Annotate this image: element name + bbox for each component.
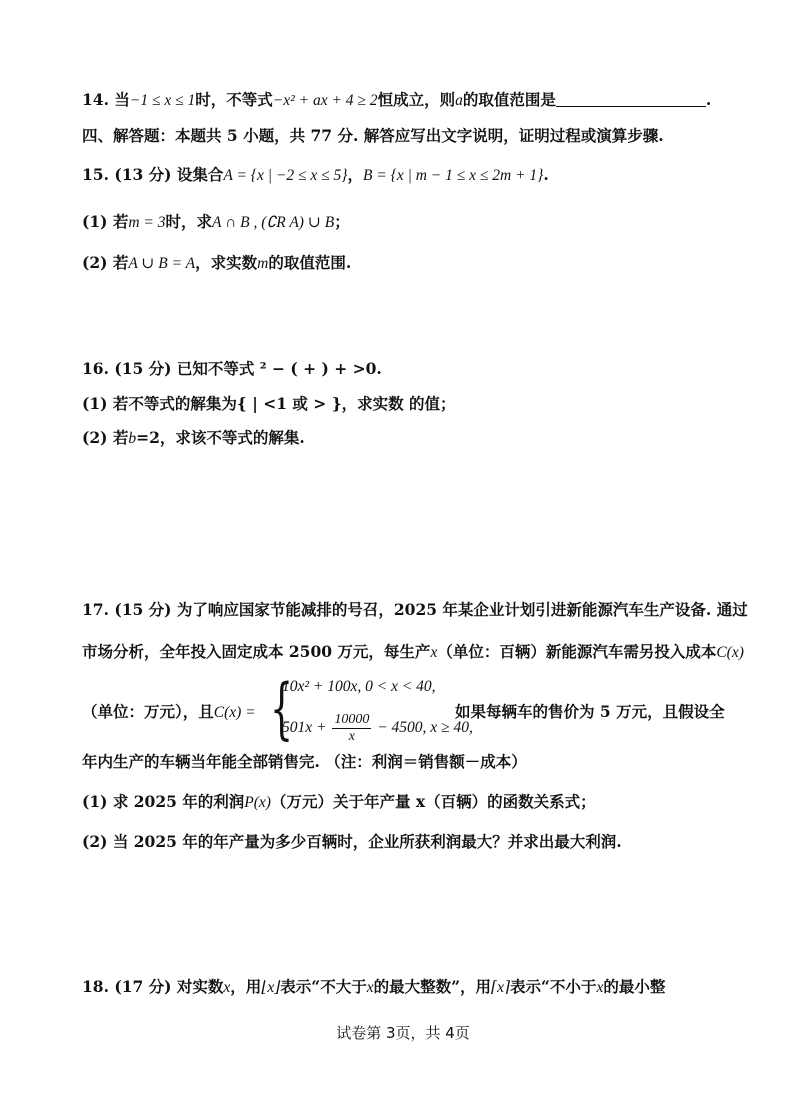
q17-l2-text-a: 市场分析，全年投入固定成本 2500 万元，每生产: [82, 642, 431, 661]
q18-x1: x: [223, 979, 231, 996]
q17-part1: [82, 791, 776, 814]
q14-mid: 时，不等式: [195, 90, 273, 109]
q16-p2-text-a: (2) 若: [82, 428, 129, 447]
q14-prefix: 当: [114, 90, 130, 109]
q15-p2-text-c: 的取值范围.: [268, 253, 352, 272]
q18-floor: ⌊x⌋: [261, 979, 281, 996]
q16-p2-var: b: [128, 430, 137, 447]
q15-end: .: [543, 165, 549, 184]
question-17: 17. (15 分) 为了响应国家节能减排的号召，2025 年某企业计划引进新能源汽车生产设备. 通过: [82, 600, 748, 619]
question-14: [82, 89, 776, 112]
case-2: [282, 712, 473, 745]
q15-sep: ，: [347, 165, 363, 184]
case2-text-b: − 4500, x ≥ 40,: [377, 719, 473, 737]
q15-p1-m: m = 3: [128, 214, 166, 231]
q14-var: a: [455, 92, 463, 109]
q15-set-b: B = {x | m − 1 ≤ x ≤ 2m + 1}: [362, 167, 544, 184]
case2-text-a: 501x +: [282, 719, 327, 737]
fraction-denominator: x: [348, 729, 355, 744]
q17-p1-text-a: (1) 求 2025 年的利润: [82, 792, 245, 811]
q18-text-e: 表示“不小于: [510, 977, 597, 996]
left-brace: {: [270, 670, 294, 747]
page-footer: 试卷第 3页，共 4页: [336, 1024, 470, 1042]
q17-p1-text-b: （万元）关于年产量 x（百辆）的函数关系式；: [270, 792, 596, 811]
q17-p1-px: P(x): [244, 794, 271, 811]
q14-end: .: [705, 90, 712, 109]
q14-inequality: −x² + ax + 4 ≥ 2: [272, 92, 378, 109]
q15-p1-text-a: (1) 若: [82, 212, 129, 231]
q15-p2-text-a: (2) 若: [82, 253, 129, 272]
q17-line2: [82, 641, 776, 664]
q16-p2-text-b: =2，求该不等式的解集.: [136, 428, 305, 447]
question-16: 16. (15 分) 已知不等式 ² − ( + ) + >0.: [82, 359, 382, 378]
q18-x3: x: [596, 979, 604, 996]
q17-l3-text-a: （单位：万元），且: [82, 702, 214, 721]
q18-text-f: 的最小整: [603, 977, 666, 996]
case-1: 10x² + 100x, 0 < x < 40,: [282, 678, 436, 695]
q14-tail2: 的取值范围是: [462, 90, 556, 109]
fraction: [332, 712, 371, 745]
q15-p1-end: ；: [334, 212, 350, 231]
q18-text-c: 表示“不大于: [280, 977, 367, 996]
q18-text-a: 18. (17 分) 对实数: [82, 977, 224, 996]
q18-text-d: 的最大整数”，用: [373, 977, 492, 996]
section-heading: 四、解答题：本题共 5 小题，共 77 分. 解答应写出文字说明，证明过程或演算步骤.: [82, 126, 664, 145]
q18-text-b: ，用: [230, 977, 262, 996]
q17-l3-cx: C(x) =: [213, 704, 256, 721]
q17-l2-cx: C(x): [716, 644, 744, 661]
answer-blank: [556, 90, 706, 107]
q17-l2-x: x: [430, 644, 438, 661]
q15-p1-expr: A ∩ B , (∁R A) ∪ B: [212, 214, 335, 231]
piecewise-function: [82, 670, 782, 747]
q15-p2-m: m: [257, 255, 269, 272]
q15-p2-text-b: ，求实数: [195, 253, 258, 272]
q15-set-a: A = {x | −2 ≤ x ≤ 5}: [223, 167, 348, 184]
q15-part1: [82, 211, 776, 234]
q17-line4: 年内生产的车辆当年能全部销售完. （注：利润＝销售额－成本）: [82, 752, 527, 771]
q16-part1: (1) 若不等式的解集为{ | <1 或 > }，求实数 的值；: [82, 394, 456, 413]
q14-number: 14.: [82, 90, 109, 109]
fraction-numerator: 10000: [334, 712, 370, 727]
q16-part2: [82, 427, 776, 450]
q15-part2: [82, 252, 776, 275]
q15-p2-expr: A ∪ B = A: [128, 255, 196, 272]
q15-head: 15. (13 分) 设集合: [82, 165, 224, 184]
q18-ceil: ⌈x⌉: [491, 979, 511, 996]
q14-tail1: 恒成立，则: [377, 90, 456, 109]
question-18: [82, 976, 776, 999]
q17-l3-text-b: 如果每辆车的售价为 5 万元，且假设全: [455, 702, 725, 721]
q15-p1-text-b: 时，求: [165, 212, 213, 231]
q18-x2: x: [366, 979, 374, 996]
q14-condition: −1 ≤ x ≤ 1: [129, 92, 196, 109]
q17-part2: (2) 当 2025 年的年产量为多少百辆时，企业所获利润最大？并求出最大利润.: [82, 832, 622, 851]
question-15: [82, 164, 776, 187]
q17-l2-text-b: （单位：百辆）新能源汽车需另投入成本: [437, 642, 717, 661]
